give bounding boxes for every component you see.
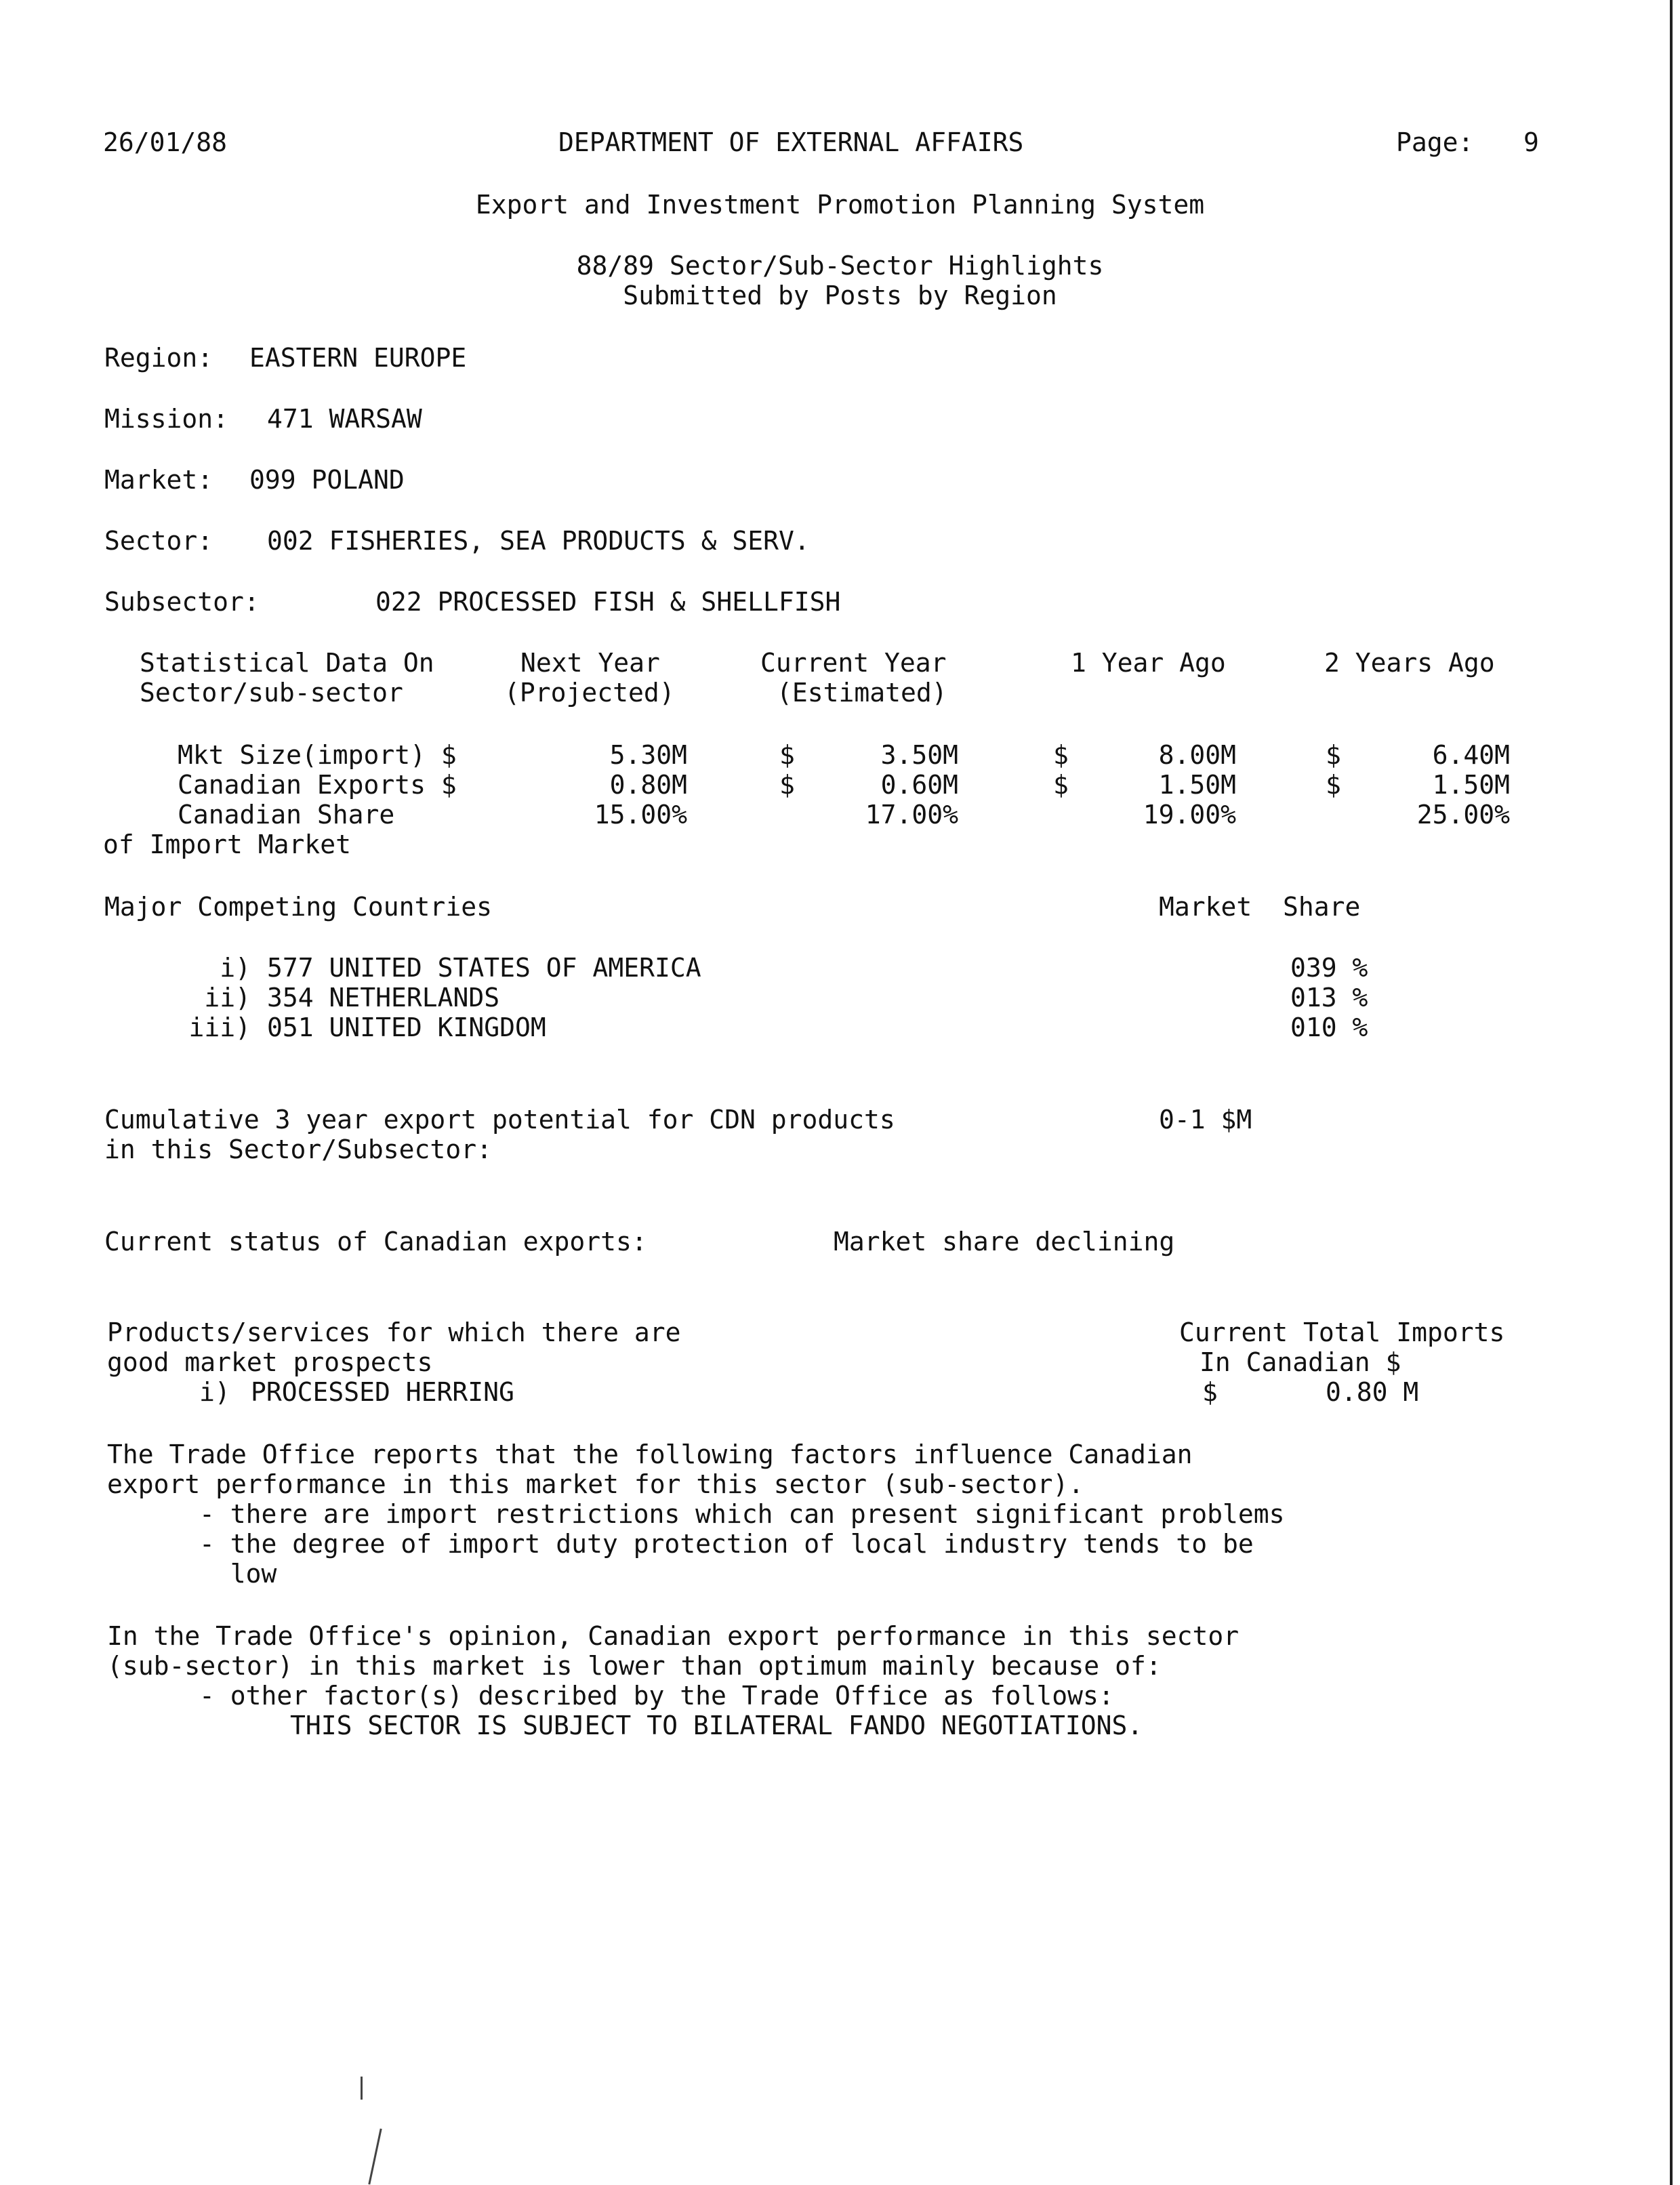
prospect-currency: $ [1202, 1377, 1218, 1407]
potential-line1: Cumulative 3 year export potential for CDN products [104, 1105, 895, 1135]
competitor-index: ii) [204, 983, 251, 1013]
report-subtitle: Submitted by Posts by Region [623, 281, 1057, 310]
subsector-label: Subsector: [104, 587, 260, 617]
mission-label: Mission: [104, 404, 229, 434]
competitor-name: 354 NETHERLANDS [267, 983, 500, 1013]
currency-sign: $ [1053, 740, 1069, 770]
currency-sign: $ [1326, 770, 1341, 800]
share-label-continued: of Import Market [103, 830, 352, 859]
competitor-index: i) [220, 953, 251, 983]
col-next-year-sub: (Projected) [504, 678, 675, 708]
page-label: Page: [1396, 127, 1474, 157]
opinion-bullet: - other factor(s) described by the Trade Office as follows: [199, 1681, 1114, 1711]
imports-header-line2: In Canadian $ [1200, 1347, 1401, 1377]
potential-value: 0-1 $M [1159, 1105, 1252, 1135]
pen-mark [368, 2129, 382, 2185]
factor-bullet-continued: low [199, 1559, 277, 1589]
sector-label: Sector: [104, 526, 213, 556]
mkt-size-next-year: 5.30M [609, 740, 687, 770]
scan-edge-line [1670, 0, 1673, 2185]
row-label-canadian-share: Canadian Share [178, 800, 395, 830]
page-number: 9 [1523, 127, 1539, 157]
market-label: Market: [104, 465, 213, 495]
opinion-detail: THIS SECTOR IS SUBJECT TO BILATERAL FANDO NEGOTIATIONS. [290, 1711, 1143, 1740]
prospect-index: i) [199, 1377, 230, 1407]
region-label: Region: [104, 343, 213, 373]
mkt-size-1-year-ago: 8.00M [1158, 740, 1236, 770]
pen-mark [361, 2077, 363, 2100]
col-1-year-ago: 1 Year Ago [1071, 648, 1226, 678]
department-name: DEPARTMENT OF EXTERNAL AFFAIRS [558, 127, 1024, 157]
factors-line2: export performance in this market for this sector (sub-sector). [107, 1469, 1084, 1499]
exports-next-year: 0.80M [609, 770, 687, 800]
mkt-size-current-year: 3.50M [880, 740, 958, 770]
col-2-years-ago: 2 Years Ago [1324, 648, 1495, 678]
currency-sign: $ [1053, 770, 1069, 800]
competitor-index: iii) [188, 1013, 251, 1042]
mkt-size-2-years-ago: 6.40M [1432, 740, 1510, 770]
col-next-year: Next Year [520, 648, 660, 678]
mission-value: 471 WARSAW [267, 404, 422, 434]
factor-bullet: - the degree of import duty protection of local industry tends to be [199, 1529, 1254, 1559]
exports-current-year: 0.60M [880, 770, 958, 800]
potential-line2: in this Sector/Subsector: [104, 1135, 492, 1164]
competitors-share-header: Market Share [1159, 892, 1361, 922]
row-label-canadian-exports: Canadian Exports $ [178, 770, 457, 800]
system-title: Export and Investment Promotion Planning System [475, 190, 1205, 220]
prospect-name: PROCESSED HERRING [251, 1377, 514, 1407]
exports-2-years-ago: 1.50M [1432, 770, 1510, 800]
opinion-line1: In the Trade Office's opinion, Canadian export performance in this sector [107, 1621, 1239, 1651]
competitor-share: 013 % [1290, 983, 1368, 1013]
status-value: Market share declining [834, 1227, 1175, 1257]
currency-sign: $ [779, 770, 795, 800]
market-value: 099 POLAND [249, 465, 405, 495]
prospect-value: 0.80 M [1326, 1377, 1419, 1407]
competitors-title: Major Competing Countries [104, 892, 492, 922]
row-label-mkt-size: Mkt Size(import) $ [178, 740, 457, 770]
currency-sign: $ [1326, 740, 1341, 770]
factor-bullet: - there are import restrictions which can present significant problems [199, 1499, 1285, 1529]
col-current-year-sub: (Estimated) [777, 678, 947, 708]
share-current-year: 17.00% [865, 800, 958, 830]
share-1-year-ago: 19.00% [1143, 800, 1236, 830]
competitor-name: 051 UNITED KINGDOM [267, 1013, 546, 1042]
sector-value: 002 FISHERIES, SEA PRODUCTS & SERV. [267, 526, 810, 556]
currency-sign: $ [779, 740, 795, 770]
stats-header-line1: Statistical Data On [140, 648, 434, 678]
share-2-years-ago: 25.00% [1416, 800, 1510, 830]
competitor-name: 577 UNITED STATES OF AMERICA [267, 953, 701, 983]
col-current-year: Current Year [760, 648, 947, 678]
subsector-value: 022 PROCESSED FISH & SHELLFISH [375, 587, 841, 617]
share-next-year: 15.00% [594, 800, 687, 830]
region-value: EASTERN EUROPE [249, 343, 467, 373]
factors-line1: The Trade Office reports that the following factors influence Canadian [107, 1439, 1193, 1469]
prospects-line2: good market prospects [107, 1347, 433, 1377]
prospects-line1: Products/services for which there are [107, 1318, 681, 1347]
opinion-line2: (sub-sector) in this market is lower than optimum mainly because of: [107, 1651, 1162, 1681]
competitor-share: 010 % [1290, 1013, 1368, 1042]
competitor-share: 039 % [1290, 953, 1368, 983]
stats-header-line2: Sector/sub-sector [140, 678, 403, 708]
report-date: 26/01/88 [103, 127, 228, 157]
exports-1-year-ago: 1.50M [1158, 770, 1236, 800]
report-title: 88/89 Sector/Sub-Sector Highlights [576, 251, 1104, 281]
status-label: Current status of Canadian exports: [104, 1227, 647, 1257]
imports-header-line1: Current Total Imports [1179, 1318, 1505, 1347]
